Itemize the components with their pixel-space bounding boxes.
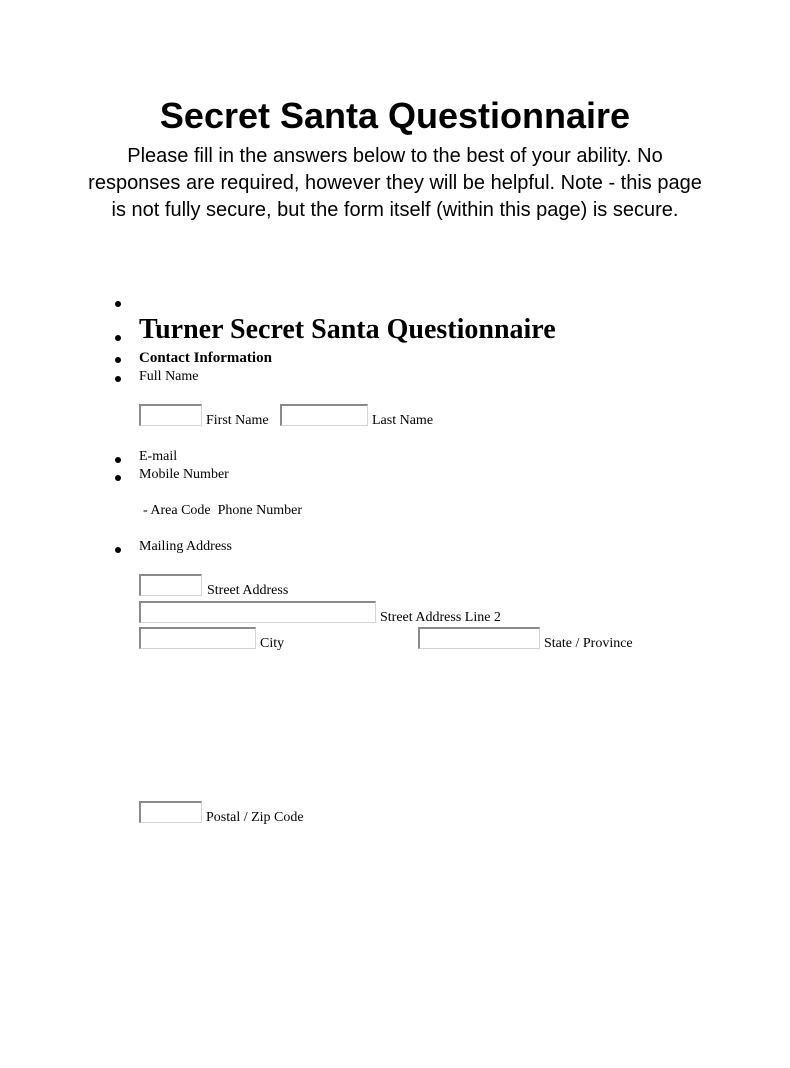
state-province-input[interactable] <box>418 627 540 649</box>
postal-code-input[interactable] <box>139 801 202 823</box>
city-input[interactable] <box>139 627 256 649</box>
intro-paragraph: Please fill in the answers below to the best of your ability. No responses are required, however they will be helpful. Note - this page is not fully secure, but the form itself (within this page) is secure. <box>88 145 702 221</box>
last-name-input[interactable] <box>280 404 368 426</box>
mobile-label: Mobile Number <box>139 467 229 482</box>
bullet-icon <box>115 457 121 463</box>
bullet-icon <box>115 335 121 341</box>
street-address-input[interactable] <box>139 574 202 596</box>
mailing-address-label: Mailing Address <box>139 539 232 554</box>
email-label: E-mail <box>139 449 178 464</box>
first-name-input[interactable] <box>139 404 202 426</box>
street-address-label: Street Address <box>207 583 289 598</box>
bullet-icon <box>115 357 121 363</box>
street-address-line2-input[interactable] <box>139 601 376 623</box>
last-name-label: Last Name <box>372 413 434 428</box>
bullet-icon <box>115 547 121 553</box>
bullet-icon <box>115 475 121 481</box>
first-name-label: First Name <box>206 413 269 428</box>
section-title: Contact Information <box>139 350 272 366</box>
bullet-icon <box>115 376 121 382</box>
street-address-line2-label: Street Address Line 2 <box>380 610 501 625</box>
mobile-sub-labels: - Area Code Phone Number <box>143 503 303 518</box>
full-name-label: Full Name <box>139 369 199 384</box>
city-label: City <box>260 636 285 651</box>
page-title: Secret Santa Questionnaire <box>159 95 631 136</box>
bullet-icon <box>115 301 121 307</box>
postal-code-label: Postal / Zip Code <box>206 810 304 825</box>
state-province-label: State / Province <box>544 636 633 651</box>
form-heading: Turner Secret Santa Questionnaire <box>139 314 556 345</box>
